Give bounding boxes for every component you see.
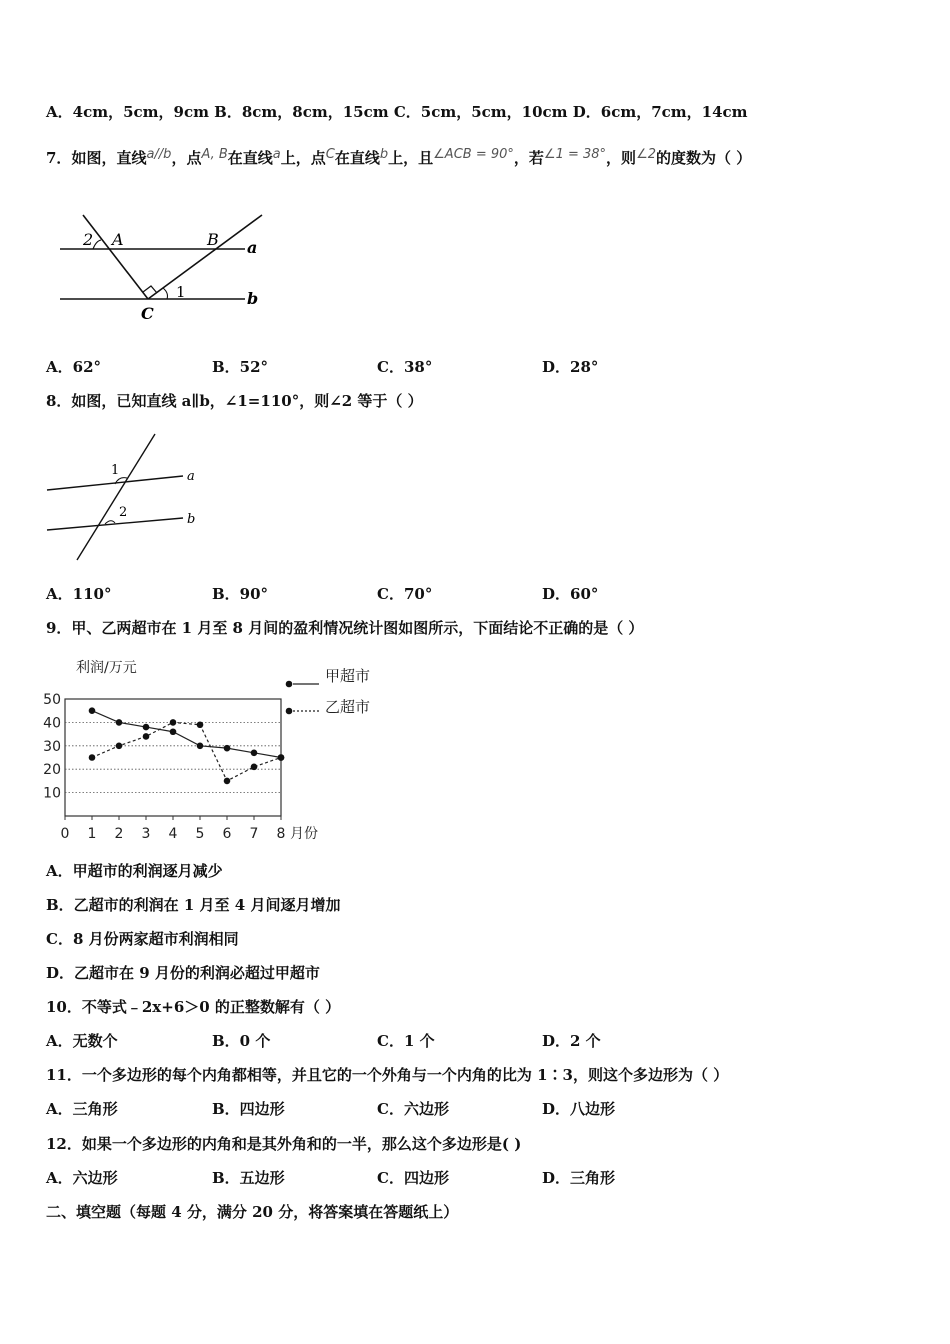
q12-option-c: C．四边形 <box>377 1169 449 1187</box>
segment-ca <box>83 215 148 299</box>
data-point <box>170 728 177 735</box>
q11-option-c: C．六边形 <box>377 1100 449 1118</box>
legend-marker <box>286 708 293 715</box>
label-a: a <box>247 238 258 257</box>
label-B: B <box>207 230 219 249</box>
y-tick-label: 40 <box>43 715 61 732</box>
q11-option-a: A．三角形 <box>46 1100 118 1118</box>
q12-option-d: D．三角形 <box>542 1169 616 1187</box>
q7-option-d: D．28° <box>542 358 599 376</box>
legend-label: 乙超市 <box>325 698 371 716</box>
q9-option-d: D．乙超市在 9 月份的利润必超过甲超市 <box>46 964 320 982</box>
q8-option-b: B．90° <box>212 585 269 603</box>
x-tick-label: 2 <box>114 826 124 842</box>
y-axis-label: 利润/万元 <box>76 660 137 676</box>
plot-frame <box>65 699 281 816</box>
q7-option-c: C．38° <box>377 358 433 376</box>
q7-math: ∠2 <box>636 147 656 162</box>
q9-option-b: B．乙超市的利润在 1 月至 4 月间逐月增加 <box>46 896 341 914</box>
data-point <box>251 750 258 757</box>
label-1: 1 <box>111 463 120 478</box>
q7-math: A, B <box>201 147 228 162</box>
q8-option-c: C．70° <box>377 585 433 603</box>
q7-math: b <box>379 147 389 162</box>
data-point <box>278 754 285 761</box>
q9-option-c: C．8 月份两家超市利润相同 <box>46 930 239 948</box>
label-b: b <box>247 289 259 308</box>
x-tick-label: 5 <box>195 826 205 842</box>
label-2: 2 <box>83 230 94 249</box>
q7-text: ，点 <box>171 149 202 167</box>
q10-option-a: A．无数个 <box>46 1032 118 1050</box>
q7-math: a <box>272 147 281 162</box>
q7-text: 如图，直线 <box>71 149 147 167</box>
q11-option-d: D．八边形 <box>542 1100 616 1118</box>
q7-figure <box>55 205 275 330</box>
x-tick-label: 1 <box>87 826 97 842</box>
q7-math: a//b <box>146 147 172 162</box>
y-tick-label: 30 <box>43 738 61 755</box>
q7-text: 在直线 <box>227 149 273 167</box>
x-tick-label: 7 <box>249 826 259 842</box>
q8-option-a: A．110° <box>46 585 112 603</box>
label-a: a <box>187 469 195 484</box>
data-point <box>116 719 123 726</box>
legend-marker <box>286 681 293 688</box>
x-tick-label: 3 <box>141 826 151 842</box>
data-point <box>197 743 204 750</box>
q11-option-b: B．四边形 <box>212 1100 285 1118</box>
right-angle-mark <box>143 286 157 293</box>
label-C: C <box>141 304 154 323</box>
data-point <box>197 721 204 728</box>
y-tick-label: 20 <box>43 762 61 779</box>
q7-stem <box>46 148 751 170</box>
q7-math: C <box>325 147 335 162</box>
q10-option-d: D．2 个 <box>542 1032 601 1050</box>
angle1-arc <box>163 288 168 299</box>
line-b <box>47 518 183 530</box>
q7-text: 上，点 <box>280 149 326 167</box>
q7-text: ，则 <box>606 149 637 167</box>
q12-stem: 12．如果一个多边形的内角和是其外角和的一半，那么这个多边形是( ) <box>46 1135 522 1153</box>
q9-stem: 9．甲、乙两超市在 1 月至 8 月间的盈利情况统计图如图所示，下面结论不正确的是（ ） <box>46 619 644 637</box>
q8-option-d: D．60° <box>542 585 599 603</box>
q7-option-a: A．62° <box>46 358 102 376</box>
q10-stem: 10．不等式﹣2x+6＞0 的正整数解有（ ） <box>46 998 341 1016</box>
legend-label: 甲超市 <box>325 667 371 685</box>
q12-option-a: A．六边形 <box>46 1169 118 1187</box>
q7-math: ∠1 = 38° <box>543 147 607 162</box>
q9-option-a: A．甲超市的利润逐月减少 <box>46 862 223 880</box>
q7-text: ，若 <box>513 149 544 167</box>
data-point <box>170 719 177 726</box>
q7-text: 的度数为（ ） <box>656 149 752 167</box>
data-point <box>143 724 150 731</box>
x-tick-label: 6 <box>222 826 232 842</box>
q8-stem: 8．如图，已知直线 a∥b，∠1=110°，则∠2 等于（ ） <box>46 392 423 410</box>
q7-math: ∠ACB = 90° <box>433 147 514 162</box>
label-2: 2 <box>119 505 128 520</box>
data-point <box>116 743 123 750</box>
data-point <box>143 733 150 740</box>
angle2-arc <box>93 240 101 249</box>
q7-num: 7． <box>46 149 72 167</box>
x-tick-label: 4 <box>168 826 178 842</box>
segment-cb <box>148 215 262 299</box>
q12-option-b: B．五边形 <box>212 1169 285 1187</box>
data-point <box>89 754 96 761</box>
data-point <box>224 778 231 785</box>
q7-option-b: B．52° <box>212 358 269 376</box>
q7-text: 上，且 <box>388 149 434 167</box>
y-tick-label: 50 <box>43 692 61 708</box>
q8-figure <box>45 432 205 567</box>
q10-option-c: C．1 个 <box>377 1032 435 1050</box>
transversal <box>77 434 155 560</box>
data-point <box>224 745 231 752</box>
label-1: 1 <box>176 283 186 301</box>
x-axis-label: 月份 <box>290 826 318 842</box>
q11-stem: 11．一个多边形的每个内角都相等，并且它的一个外角与一个内角的比为 1∶3，则这个多边形为（ ） <box>46 1066 729 1084</box>
section-2-title: 二、填空题（每题 4 分，满分 20 分，将答案填在答题纸上） <box>46 1203 459 1221</box>
data-point <box>89 707 96 714</box>
y-tick-label: 10 <box>43 785 61 802</box>
x-tick-label: 8 <box>276 826 286 842</box>
label-A: A <box>112 230 124 249</box>
data-point <box>251 764 258 771</box>
q7-text: 在直线 <box>334 149 380 167</box>
label-b: b <box>187 512 196 527</box>
q10-option-b: B．0 个 <box>212 1032 271 1050</box>
q9-chart <box>40 650 400 845</box>
q6-options: A．4cm，5cm，9cm B．8cm，8cm，15cm C．5cm，5cm，10cm D．6cm，7cm，14cm <box>46 103 748 121</box>
x-tick-label: 0 <box>60 826 70 842</box>
